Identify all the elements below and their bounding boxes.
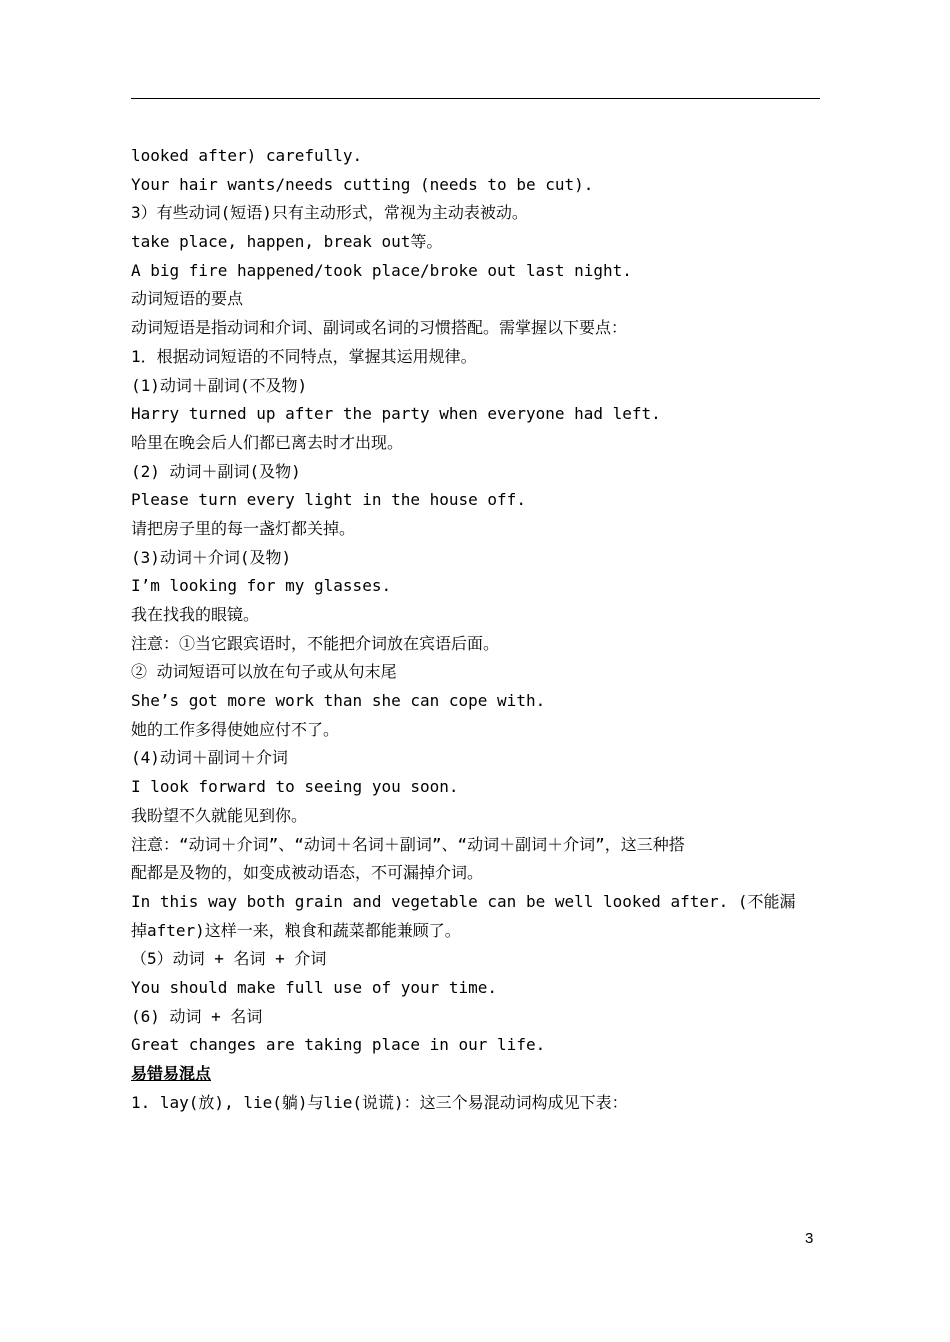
example-sentence: In this way both grain and vegetable can be well looked after. (不能漏 xyxy=(131,891,796,911)
subheading: (6) 动词 + 名词 xyxy=(131,1006,263,1026)
example-sentence: I’m looking for my glasses. xyxy=(131,576,392,596)
text-line: 1．根据动词短语的不同特点，掌握其运用规律。 xyxy=(131,346,477,366)
example-sentence: Please turn every light in the house off. xyxy=(131,490,526,510)
subheading: (2) 动词＋副词(及物) xyxy=(131,461,301,481)
example-sentence: You should make full use of your time. xyxy=(131,977,498,997)
text-line: 1. lay(放), lie(躺)与lie(说谎)：这三个易混动词构成见下表： xyxy=(131,1092,628,1112)
example-sentence: She’s got more work than she can cope with. xyxy=(131,691,546,711)
text-line: Your hair wants/needs cutting (needs to be cut). xyxy=(131,174,594,194)
translation: 哈里在晚会后人们都已离去时才出现。 xyxy=(131,432,404,452)
translation: 我盼望不久就能见到你。 xyxy=(131,805,308,825)
note: ② 动词短语可以放在句子或从句末尾 xyxy=(131,662,397,682)
translation: 她的工作多得使她应付不了。 xyxy=(131,719,340,739)
note: 注意：①当它跟宾语时，不能把介词放在宾语后面。 xyxy=(131,633,500,653)
text-line: take place, happen, break out等。 xyxy=(131,232,443,252)
text-line: 3）有些动词(短语)只有主动形式，常视为主动表被动。 xyxy=(131,203,528,223)
example-sentence: Great changes are taking place in our life. xyxy=(131,1035,546,1055)
header-rule xyxy=(131,98,820,99)
note: 配都是及物的，如变成被动语态，不可漏掉介词。 xyxy=(131,863,484,883)
text-line: looked after) carefully. xyxy=(131,146,363,165)
text-line: 动词短语是指动词和介词、副词或名词的习惯搭配。需掌握以下要点： xyxy=(131,318,628,338)
subheading: (4)动词＋副词＋介词 xyxy=(131,748,288,768)
example-sentence: I look forward to seeing you soon. xyxy=(131,777,459,797)
section-heading: 易错易混点 xyxy=(131,1064,212,1083)
page-body xyxy=(131,142,821,1117)
subheading: （5）动词 + 名词 + 介词 xyxy=(131,949,327,969)
note: 注意：“动词＋介词”、“动词＋名词＋副词”、“动词＋副词＋介词”，这三种搭 xyxy=(131,834,685,854)
page-number: 3 xyxy=(805,1230,814,1247)
translation: 请把房子里的每一盏灯都关掉。 xyxy=(131,518,356,538)
subheading: (1)动词＋副词(不及物) xyxy=(131,375,308,395)
example-sentence: Harry turned up after the party when everyone had left. xyxy=(131,404,661,424)
translation: 掉after)这样一来，粮食和蔬菜都能兼顾了。 xyxy=(131,920,461,940)
section-title: 动词短语的要点 xyxy=(131,289,244,309)
text-line: A big fire happened/took place/broke out last night. xyxy=(131,260,632,280)
translation: 我在找我的眼镜。 xyxy=(131,605,260,624)
subheading: (3)动词＋介词(及物) xyxy=(131,547,292,567)
